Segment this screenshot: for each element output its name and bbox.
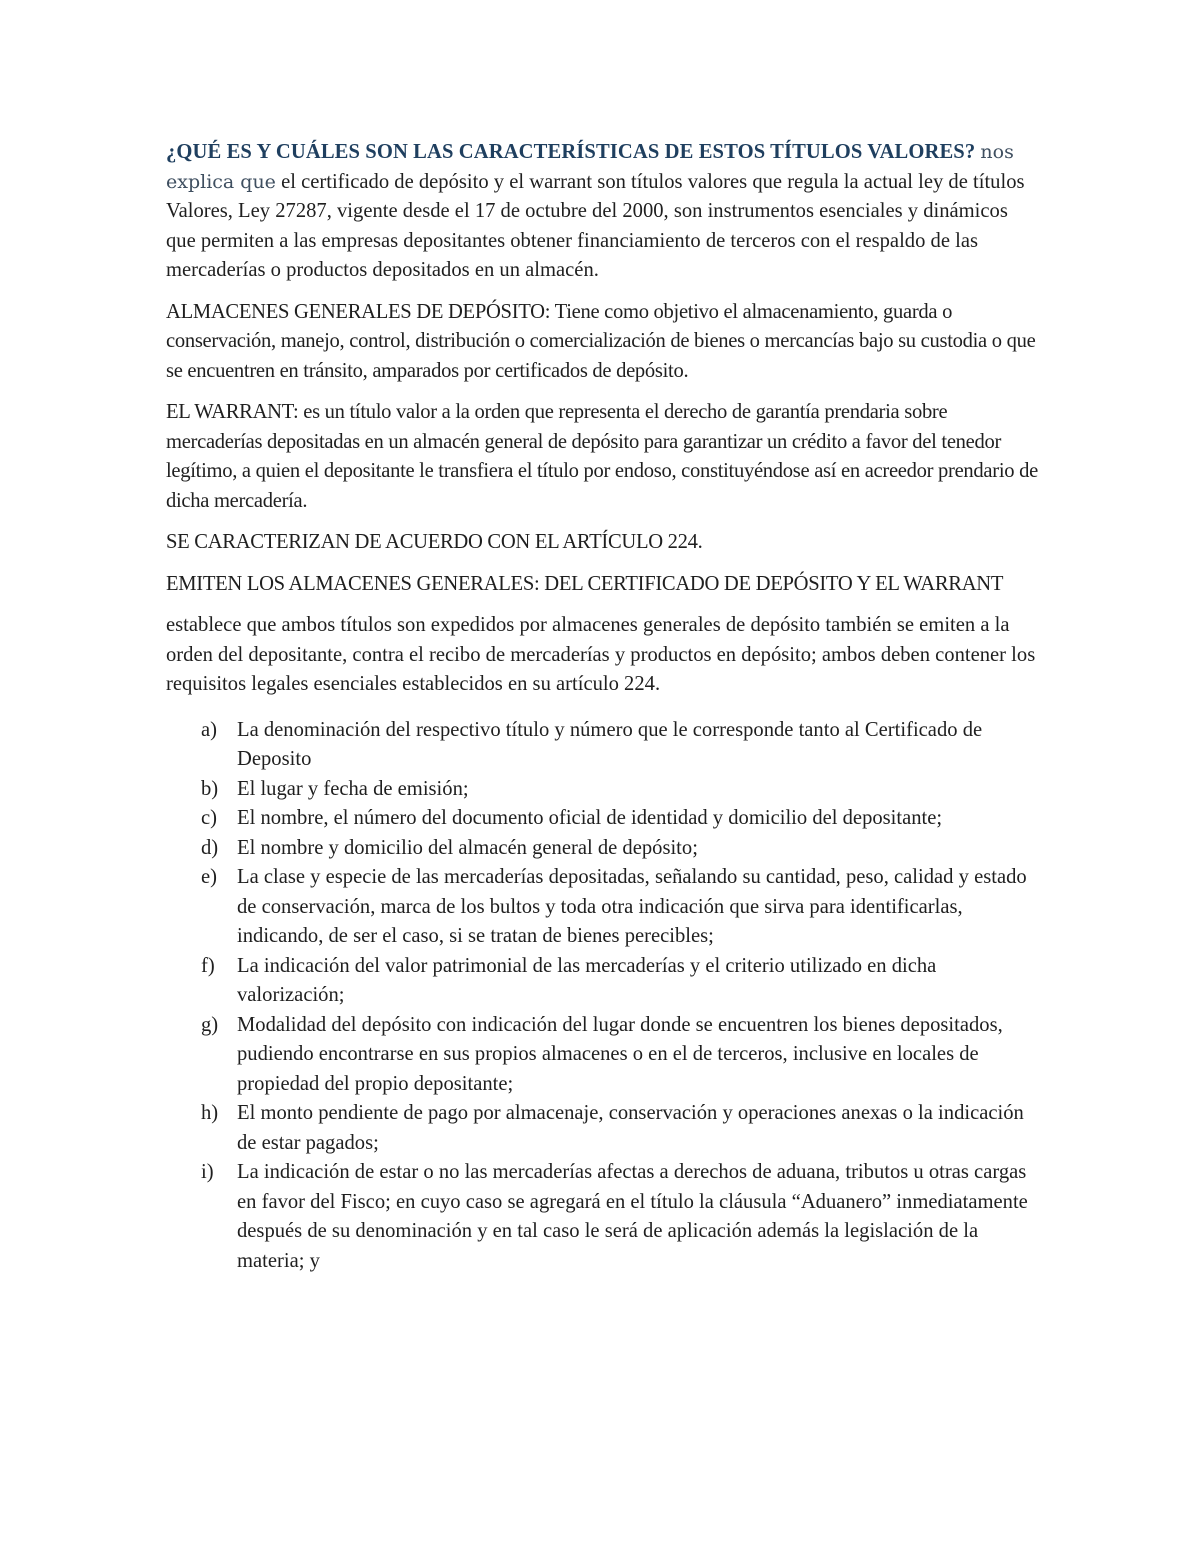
list-item-text: La clase y especie de las mercaderías depositadas, señalando su cantidad, peso, calidad y estado de conservación, marca de los bultos y toda otra indicación que sirva para identificarlas, indicando, de ser el caso, si se tratan de bienes perecibles; bbox=[237, 866, 1027, 947]
intro-paragraph bbox=[166, 138, 1040, 286]
list-item-text: El nombre, el número del documento oficial de identidad y domicilio del depositante; bbox=[237, 807, 943, 829]
list-item-text: La indicación del valor patrimonial de las mercaderías y el criterio utilizado en dicha valorización; bbox=[237, 954, 937, 1006]
caracterizan-paragraph: SE CARACTERIZAN DE ACUERDO CON EL ARTÍCULO 224. bbox=[166, 531, 703, 553]
list-item-letter: i) bbox=[201, 1161, 214, 1183]
list-item bbox=[166, 834, 1040, 864]
list-item-letter: a) bbox=[201, 718, 217, 741]
list-item-letter: f) bbox=[201, 954, 215, 977]
list-item bbox=[166, 1158, 1040, 1276]
list-item-text: El lugar y fecha de emisión; bbox=[237, 777, 469, 800]
list-item bbox=[166, 1099, 1040, 1158]
list-item bbox=[166, 863, 1040, 952]
intro-explica: nos explica que bbox=[166, 141, 1014, 193]
establece-paragraph: establece que ambos títulos son expedidos por almacenes generales de depósito también se emiten a la orden del depositante, contra el recibo de mercaderías y productos en depósito; ambos deben contener los requisitos legales esenciales establecidos en su artículo 224. bbox=[166, 614, 1036, 695]
warrant-paragraph: EL WARRANT: es un título valor a la orden que representa el derecho de garantía prendaria sobre mercaderías depositadas en un almacén general de depósito para garantizar un crédito a favor del tenedor legítimo, a quien el depositante le transfiera el título por endoso, constituyéndose así en acreedor prendario de dicha mercadería. bbox=[166, 401, 1038, 512]
intro-body: el certificado de depósito y el warrant son títulos valores que regula la actual ley de títulos Valores, Ley 27287, vigente desde el 17 de octubre del 2000, son instrumentos esenciales y dinámicos que permiten a las empresas depositantes obtener financiamiento de terceros con el respaldo de las mercaderías o productos depositados en un almacén. bbox=[166, 170, 1025, 281]
list-item-text: El nombre y domicilio del almacén general de depósito; bbox=[237, 836, 698, 859]
list-item-letter: b) bbox=[201, 777, 219, 800]
list-item-text: La indicación de estar o no las mercaderías afectas a derechos de aduana, tributos u otras cargas en favor del Fisco; en cuyo caso se agregará en el título la cláusula “Aduanero” inmediatamente después de su denominación y en tal caso le será de aplicación además la legislación de la materia; y bbox=[237, 1161, 1028, 1272]
requirements-list bbox=[166, 716, 1040, 1277]
list-item-text: Modalidad del depósito con indicación del lugar donde se encuentren los bienes depositados, pudiendo encontrarse en sus propios almacenes o en el de terceros, inclusive en locales de propiedad del propio depositante; bbox=[237, 1013, 1003, 1095]
list-item-letter: h) bbox=[201, 1102, 219, 1124]
list-item bbox=[166, 716, 1040, 775]
list-item bbox=[166, 775, 1040, 805]
almacenes-paragraph: ALMACENES GENERALES DE DEPÓSITO: Tiene como objetivo el almacenamiento, guarda o conservación, manejo, control, distribución o comercialización de bienes o mercancías bajo su custodia o que se encuentren en tránsito, amparados por certificados de depósito. bbox=[166, 300, 1036, 382]
list-item bbox=[166, 1011, 1040, 1100]
emiten-paragraph: EMITEN LOS ALMACENES GENERALES: DEL CERTIFICADO DE DEPÓSITO Y EL WARRANT bbox=[166, 572, 1004, 595]
list-item-letter: e) bbox=[201, 866, 217, 888]
list-item-letter: d) bbox=[201, 836, 219, 859]
list-item bbox=[166, 952, 1040, 1011]
list-item-letter: g) bbox=[201, 1013, 219, 1036]
list-item-text: La denominación del respectivo título y número que le corresponde tanto al Certificado de Deposito bbox=[237, 718, 983, 770]
list-item-letter: c) bbox=[201, 807, 217, 829]
list-item-text: El monto pendiente de pago por almacenaje, conservación y operaciones anexas o la indicación de estar pagados; bbox=[237, 1102, 1024, 1154]
intro-heading: ¿QUÉ ES Y CUÁLES SON LAS CARACTERÍSTICAS DE ESTOS TÍTULOS VALORES? bbox=[166, 141, 976, 163]
list-item bbox=[166, 804, 1040, 834]
